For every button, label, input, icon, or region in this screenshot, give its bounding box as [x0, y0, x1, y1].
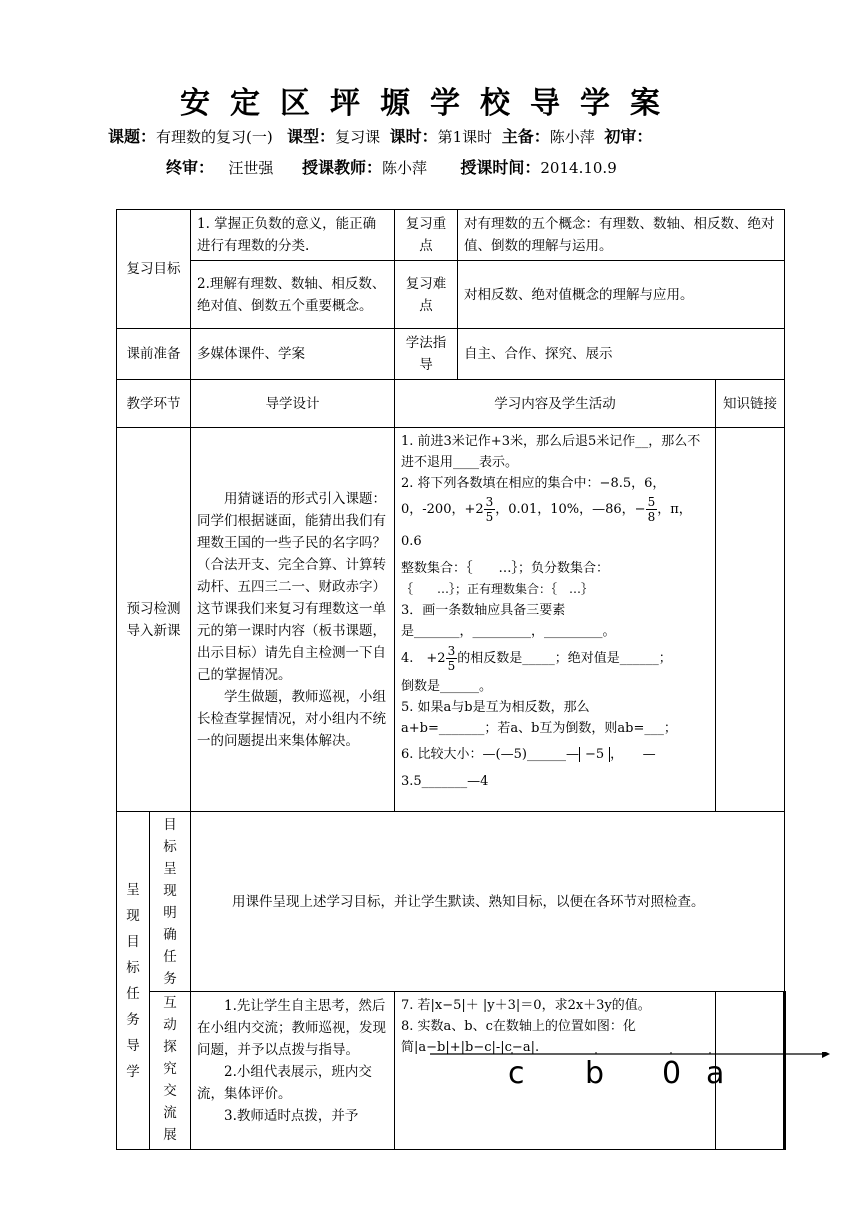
time-label: 授课时间： — [460, 158, 541, 177]
section-1-content — [395, 428, 716, 812]
subsection-1-label: 目标呈现明确任务 — [150, 812, 191, 992]
design-paragraph: 3.教师适时点拨，并予 — [224, 1108, 359, 1124]
column-header-content: 学习内容及学生活动 — [395, 380, 716, 428]
goal-2: 2.理解有理数、数轴、相反数、绝对值、倒数五个重要概念。 — [191, 261, 395, 329]
method-label: 学法指导 — [395, 329, 458, 380]
absolute-value: −5 — [579, 747, 610, 762]
design-paragraph: 用猜谜语的形式引入课题：同学们根据谜面，能猜出我们有理数王国的一些子民的名字吗？（合法开支、完全合算、计算转动杆、五四三二一、财政赤字） — [197, 490, 386, 595]
key-label: 复习重点 — [395, 210, 458, 261]
question-4: 4. +2 $\frac{3}{5}$ 的相反数是_____；绝对值是______； — [401, 644, 672, 673]
number-line-label-c: c — [508, 1056, 525, 1091]
section-1-design — [191, 428, 395, 812]
question-2: 2. 将下列各数填在相应的集合中：−8.5，6， — [401, 476, 666, 491]
section-1-links — [716, 428, 785, 812]
goal-1: 1. 掌握正负数的意义，能正确进行有理数的分类. — [191, 210, 395, 261]
preparation-label: 课前准备 — [117, 329, 191, 380]
final-review-value: 汪世强 — [228, 159, 274, 177]
question-2-sets: ｛ …｝；正有理数集合：｛ …｝ — [401, 582, 594, 596]
question-1: 1. 前进3米记作+3米，那么后退5米记作__，那么不进不退用____表示。 — [401, 434, 701, 470]
column-header-design: 导学设计 — [191, 380, 395, 428]
question-2-numbers: 0，-200，+2 $\frac{3}{5}$ ，0.01，10%，—86，− $\frac{5}{8}$ ，π，0.6 — [401, 495, 692, 549]
subsection-2-label: 互动探究交流展 — [150, 992, 191, 1150]
key-text: 对有理数的五个概念：有理数、数轴、相反数、绝对值、倒数的理解与运用。 — [458, 210, 785, 261]
question-3-blanks: 是_______，_________，_________。 — [401, 624, 616, 639]
number-line-label-a: a — [706, 1056, 725, 1091]
subsection-2-design — [191, 992, 395, 1150]
type-value: 复习课 — [335, 128, 381, 146]
first-review-label: 初审： — [604, 127, 653, 146]
question-7: 7. 若|x−5|＋ |y＋3|＝0，求2x＋3y的值。 — [401, 998, 651, 1013]
design-paragraph: 1.先让学生自主思考，然后在小组内交流；教师巡视，发现问题，并予以点拨与指导。 — [197, 998, 386, 1058]
number-line-label-zero: 0 — [662, 1056, 682, 1091]
number-line-label-b: b — [585, 1056, 605, 1091]
fraction: $\frac{3}{5}$ — [485, 495, 494, 524]
prep-label: 主备： — [501, 127, 550, 146]
number-line — [430, 1052, 830, 1102]
question-6-line-2: 3.5_______—4 — [401, 774, 489, 789]
goals-label: 复习目标 — [117, 210, 191, 329]
section-2-label: 呈现目标任务导学 — [117, 812, 150, 1150]
period-value: 第1课时 — [437, 128, 493, 146]
difficulty-label: 复习难点 — [395, 261, 458, 329]
question-5: 5. 如果a与b是互为相反数，那么 — [401, 700, 590, 715]
fraction: $\frac{3}{5}$ — [447, 644, 456, 673]
type-label: 课型： — [287, 127, 336, 146]
final-review-label: 终审： — [166, 158, 215, 177]
difficulty-text: 对相反数、绝对值概念的理解与应用。 — [458, 261, 785, 329]
lesson-plan-table — [116, 209, 786, 1150]
page-title: 安定区坪塬学校导学案 — [180, 86, 680, 121]
question-6: 6. 比较大小：—(—5)______— −5 ， — — [401, 747, 656, 762]
teacher-label: 授课教师： — [301, 158, 382, 177]
question-2-sets: 整数集合：｛ …｝；负分数集合： — [401, 561, 610, 576]
question-3: 3．画一条数轴应具备三要素 — [401, 603, 566, 618]
method-text: 自主、合作、探究、展示 — [458, 329, 785, 380]
design-paragraph: 这节课我们来复习有理数这一单元的第一课时内容（板书课题，出示目标）请先自主检测一下自己的掌握情况。 — [197, 600, 386, 683]
period-label: 课时： — [389, 127, 438, 146]
subsection-1-text: 用课件呈现上述学习目标，并让学生默读、熟知目标，以便在各环节对照检查。 — [191, 812, 785, 992]
question-8: 8. 实数a、b、c在数轴上的位置如图：化简|a−b|+|b−c|-|c−a|. — [401, 1019, 636, 1055]
design-paragraph: 学生做题，教师巡视，小组长检查掌握情况，对小组内不统一的问题提出来集体解决。 — [197, 688, 386, 749]
teacher-value: 陈小萍 — [381, 159, 427, 177]
fraction: $\frac{5}{8}$ — [647, 495, 656, 524]
prep-value: 陈小萍 — [549, 128, 595, 146]
section-1-label: 预习检测导入新课 — [117, 428, 191, 812]
question-5-blanks: a+b=_______；若a、b互为倒数，则ab=___； — [401, 721, 677, 736]
header-row-1 — [108, 124, 652, 147]
time-value: 2014.10.9 — [540, 159, 617, 177]
question-4-reciprocal: 倒数是______。 — [401, 679, 493, 694]
header-row-2 — [166, 155, 617, 178]
preparation-text: 多媒体课件、学案 — [191, 329, 395, 380]
column-header-links: 知识链接 — [716, 380, 785, 428]
topic-value: 有理数的复习(一) — [156, 128, 273, 146]
topic-label: 课题： — [108, 127, 157, 146]
design-paragraph: 2.小组代表展示，班内交流，集体评价。 — [197, 1064, 372, 1102]
column-header-stage: 教学环节 — [117, 380, 191, 428]
